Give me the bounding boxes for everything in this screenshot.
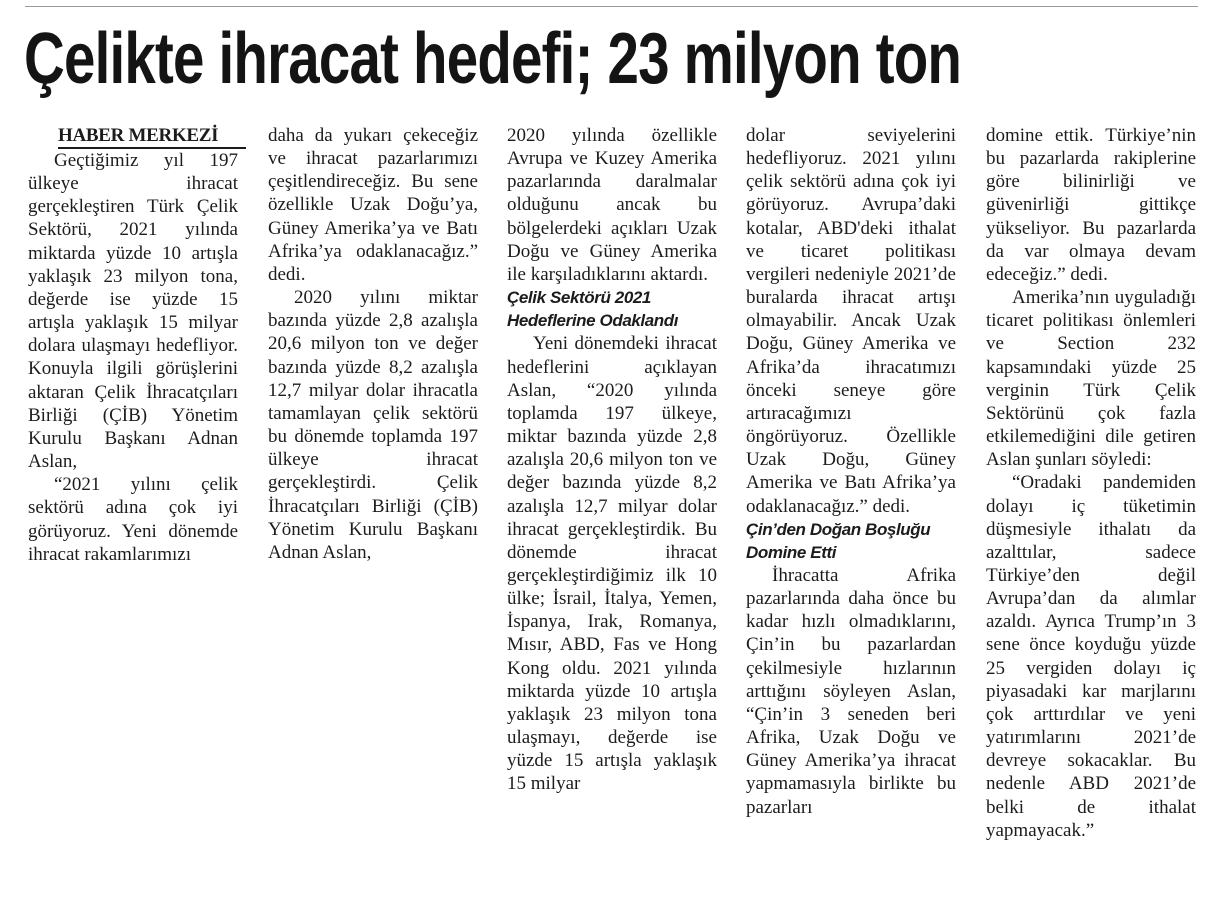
- paragraph: Geçtiğimiz yıl 197 ülkeye ihracat gerçekleştiren Türk Çelik Sektörü, 2021 yılında miktarda yüzde 10 artışla yaklaşık 23 milyon tona, değerde ise yüzde 15 artışla yaklaşık 15 milyar dolara ulaşmayı hedefliyor. Konuyla ilgili görüşlerini aktaran Çelik İhracatçıları Birliği (ÇİB) Yönetim Kurulu Başkanı Adnan Aslan,: [28, 150, 238, 473]
- paragraph: dolar seviyelerini hedefliyoruz. 2021 yılını çelik sektörü adına çok iyi görüyoruz. Avrupa’daki kotalar, ABD'deki ithalat ve ticaret politikası vergileri nedeniyle 2021’de buralarda ihracat artışı olmayabilir. Ancak Uzak Doğu, Güney Amerika ve Afrika’da ihracatımızı önceki seneye göre artıracağımızı öngörüyoruz. Özellikle Uzak Doğu, Güney Amerika ve Batı Afrika’ya odaklanacağız.” dedi.: [746, 125, 956, 517]
- paragraph: İhracatta Afrika pazarlarında daha önce bu kadar hızlı olmadıklarını, Çin’in bu pazarlardan çekilmesiyle hızlarının arttığını söyleyen Aslan, “Çin’in 3 seneden beri Afrika, Uzak Doğu ve Güney Amerika’ya ihracat yapmamasıyla birlikte bu pazarları: [746, 564, 956, 818]
- paragraph: “2021 yılını çelik sektörü adına çok iyi görüyoruz. Yeni dönemde ihracat rakamlarımızı: [28, 474, 238, 565]
- subheading: Çelik Sektörü 2021 Hedeflerine Odaklandı: [507, 288, 679, 331]
- paragraph: 2020 yılını miktar bazında yüzde 2,8 azalışla 20,6 milyon ton ve değer bazında yüzde 8,2 azalışla 12,7 milyar dolar ihracatla tamamlayan çelik sektörü bu dönemde toplamda 197 ülkeye ihracat gerçekleştirdi. Çelik İhracatçıları Birliği (ÇİB) Yönetim Kurulu Başkanı Adnan Aslan,: [268, 287, 478, 563]
- headline: Çelikte ihracat hedefi; 23 milyon ton: [24, 19, 962, 99]
- byline: HABER MERKEZİ: [58, 124, 246, 149]
- paragraph: Yeni dönemdeki ihracat hedeflerini açıklayan Aslan, “2020 yılında toplamda 197 ülkeye, miktar bazında yüzde 2,8 azalışla 20,6 milyon ton ve değer bazında yüzde 8,2 azalışla 12,7 milyar dolar ihracat gerçekleştirdik. Bu dönemde ihracat gerçekleştirdiğimiz ilk 10 ülke; İsrail, İtalya, Yemen, İspanya, Irak, Romanya, Mısır, ABD, Fas ve Hong Kong oldu. 2021 yılında miktarda yüzde 10 artışla yaklaşık 23 milyon tona ulaşmayı, değerde ise yüzde 15 artışla yaklaşık 15 milyar: [507, 333, 717, 795]
- article-column-3: [507, 124, 717, 796]
- article-column-1: [28, 124, 238, 566]
- paragraph: Amerika’nın uyguladığı ticaret politikası önlemleri ve Section 232 kapsamındaki yüzde 25 verginin Türk Çelik Sektörünü çok fazla etkilemediğini dile getiren Aslan şunları söyledi:: [986, 287, 1196, 471]
- paragraph: domine ettik. Türkiye’nin bu pazarlarda rakiplerine göre bilinirliği ve güvenirliği gittikçe yükseliyor. Bu pazarlarda da var olmaya devam edeceğiz.” dedi.: [986, 125, 1196, 285]
- article-column-5: [986, 124, 1196, 842]
- paragraph: daha da yukarı çekeceğiz ve ihracat pazarlarımızı çeşitlendireceğiz. Bu sene özellikle Uzak Doğu’ya, Güney Amerika’ya ve Batı Afrika’ya odaklanacağız.” dedi.: [268, 125, 478, 285]
- article-column-4: [746, 124, 956, 819]
- article-column-2: [268, 124, 478, 564]
- paragraph: 2020 yılında özellikle Avrupa ve Kuzey Amerika pazarlarında daralmalar olduğunu ancak bu bölgelerdeki açıkları Uzak Doğu ve Güney Amerika ile karşıladıklarını aktardı.: [507, 125, 717, 285]
- top-rule: [25, 6, 1198, 7]
- paragraph: “Oradaki pandemiden dolayı iç tüketimin düşmesiyle ithalatı da azalttılar, sadece Türkiye’den değil Avrupa’dan da alımlar azaldı. Ayrıca Trump’ın 3 sene önce koyduğu yüzde 25 vergiden dolayı iç piyasadaki kar marjlarını çok arttırdılar ve yeni yatırımlarını 2021’de devreye sokacaklar. Bu nedenle ABD 2021’de belki de ithalat yapmayacak.”: [986, 472, 1196, 841]
- subheading: Çin’den Doğan Boşluğu Domine Etti: [746, 519, 931, 562]
